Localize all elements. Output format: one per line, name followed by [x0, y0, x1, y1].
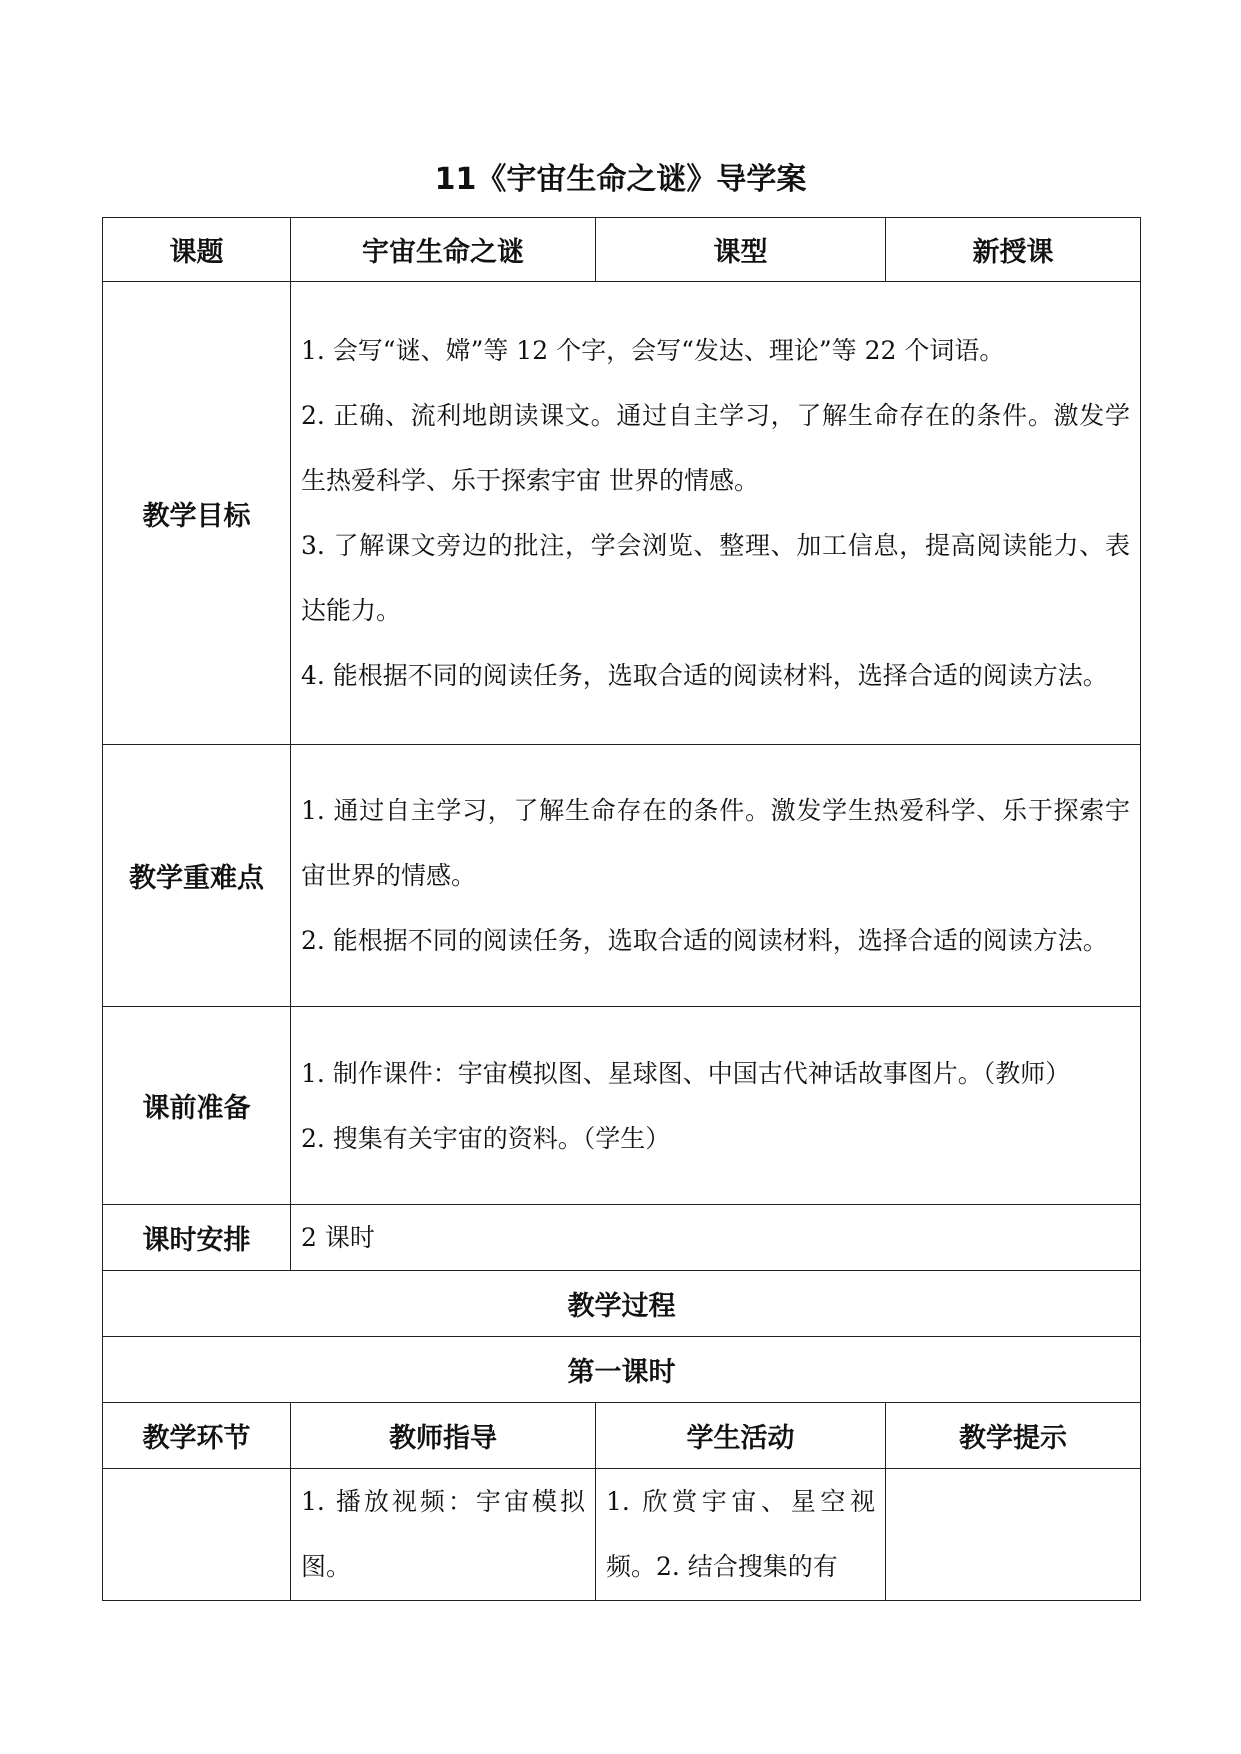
- table-row-key-points: [103, 745, 1141, 1007]
- goal-item: 1. 会写“谜、嫦”等 12 个字，会写“发达、理论”等 22 个词语。: [301, 336, 1005, 365]
- table-row-goals: [103, 282, 1141, 745]
- preparation-content: [291, 1007, 1141, 1205]
- goals-label: 教学目标: [103, 282, 291, 745]
- student-cell: 1. 欣赏宇宙、星空视频。2. 结合搜集的有: [596, 1469, 886, 1601]
- preparation-label: 课前准备: [103, 1007, 291, 1205]
- goal-item: 2. 正确、流利地朗读课文。通过自主学习，了解生命存在的条件。激发学生热爱科学、乐于探索宇宙 世界的情感。: [301, 401, 1130, 495]
- table-row-preparation: [103, 1007, 1141, 1205]
- schedule-value: 2 课时: [291, 1205, 1141, 1271]
- key-point-item: 1. 通过自主学习，了解生命存在的条件。激发学生热爱科学、乐于探索宇宙世界的情感。: [301, 796, 1130, 890]
- key-point-item: 2. 能根据不同的阅读任务，选取合适的阅读材料，选择合适的阅读方法。: [301, 926, 1108, 955]
- column-header-stage: 教学环节: [103, 1403, 291, 1469]
- key-points-label: 教学重难点: [103, 745, 291, 1007]
- preparation-item: 2. 搜集有关宇宙的资料。（学生）: [301, 1123, 671, 1153]
- column-header-tips: 教学提示: [886, 1403, 1141, 1469]
- table-row-column-headers: [103, 1403, 1141, 1469]
- tips-cell: [886, 1469, 1141, 1601]
- stage-cell: [103, 1469, 291, 1601]
- lesson-plan-table: [102, 217, 1141, 1601]
- table-row-lesson-heading: [103, 1337, 1141, 1403]
- key-points-content: [291, 745, 1141, 1007]
- teacher-cell: 1. 播放视频：宇宙模拟图。: [291, 1469, 596, 1601]
- topic-value: 宇宙生命之谜: [291, 218, 596, 282]
- goal-item: 3. 了解课文旁边的批注，学会浏览、整理、加工信息，提高阅读能力、表达能力。: [301, 531, 1130, 625]
- goal-item: 4. 能根据不同的阅读任务，选取合适的阅读材料，选择合适的阅读方法。: [301, 661, 1108, 690]
- table-row-topic: [103, 218, 1141, 282]
- page-title: 11《宇宙生命之谜》导学案: [434, 162, 807, 197]
- table-row: [103, 1469, 1141, 1601]
- column-header-student: 学生活动: [596, 1403, 886, 1469]
- column-header-teacher: 教师指导: [291, 1403, 596, 1469]
- table-row-schedule: [103, 1205, 1141, 1271]
- lesson-heading: 第一课时: [103, 1337, 1141, 1403]
- preparation-item: 1. 制作课件：宇宙模拟图、星球图、中国古代神话故事图片。（教师）: [301, 1058, 1071, 1088]
- type-label: 课型: [596, 218, 886, 282]
- schedule-label: 课时安排: [103, 1205, 291, 1271]
- topic-label: 课题: [103, 218, 291, 282]
- table-row-process-heading: [103, 1271, 1141, 1337]
- goals-content: [291, 282, 1141, 745]
- process-heading: 教学过程: [103, 1271, 1141, 1337]
- type-value: 新授课: [886, 218, 1141, 282]
